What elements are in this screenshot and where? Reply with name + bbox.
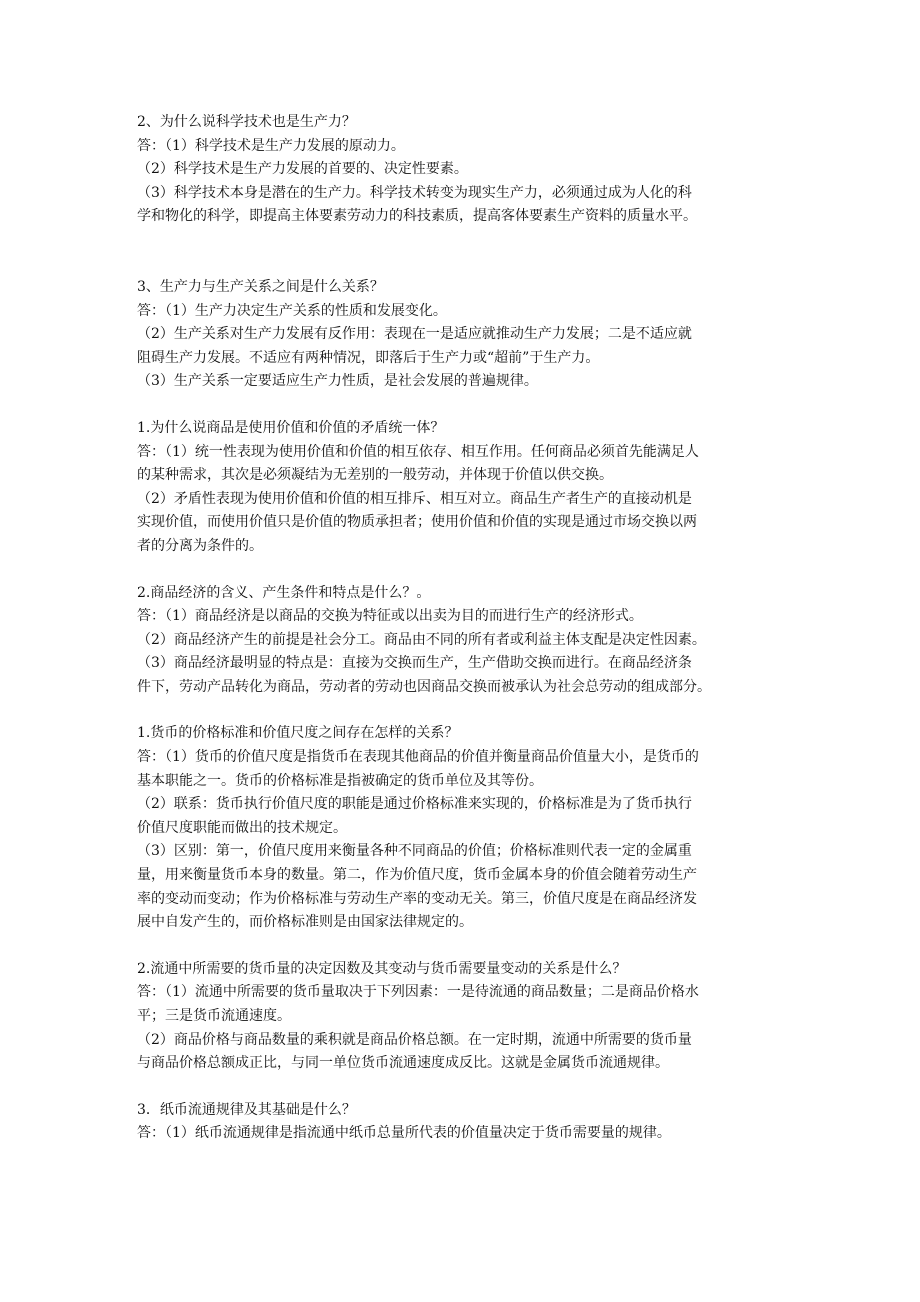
question-title: 3．纸币流通规律及其基础是什么？ [137,1101,356,1118]
question-title: 2.商品经济的含义、产生条件和特点是什么？。 [137,584,431,601]
answer-line: （3）区别：第一，价值尺度用来衡量各种不同商品的价值；价格标准则代表一定的金属重 [137,843,692,860]
section-gap [137,394,785,417]
answer-line: 平；三是货币流通速度。 [137,1008,291,1024]
answer-line: （3）科学技术本身是潜在的生产力。科学技术转变为现实生产力，必须通过成为人化的科 [137,184,692,201]
qa-section [137,111,785,229]
answer-line: 阻碍生产力发展。不适应有两种情况，即落后于生产力或“超前”于生产力。 [137,349,600,366]
answer-line: （2）商品经济产生的前提是社会分工。商品由不同的所有者或利益主体支配是决定性因素。 [137,631,706,648]
answer-line: 量，用来衡量货币本身的数量。第二，作为价值尺度，货币金属本身的价值会随着劳动生产 [137,867,697,884]
answer-line: 价值尺度职能而做出的技术规定。 [137,819,347,836]
answer-line: （2）商品价格与商品数量的乘积就是商品价格总额。在一定时期，流通中所需要的货币量 [137,1031,692,1048]
answer-line: 件下，劳动产品转化为商品，劳动者的劳动也因商品交换而被承认为社会总劳动的组成部分。 [137,678,711,695]
qa-section [137,1099,785,1146]
answer-line: 答：（1）科学技术是生产力发展的原动力。 [137,137,405,154]
section-gap [137,1076,785,1099]
qa-section [137,958,785,1076]
qa-section [137,417,785,559]
answer-line: 学和物化的科学，即提高主体要素劳动力的科技素质，提高客体要素生产资料的质量水平。 [137,208,697,225]
answer-line: 率的变动而变动；作为价格标准与劳动生产率的变动无关。第三，价值尺度是在商品经济发 [137,890,697,907]
question-title: 3、生产力与生产关系之间是什么关系？ [137,278,384,295]
question-title: 1.货币的价格标准和价值尺度之间存在怎样的关系？ [137,725,459,742]
answer-line: 的某种需求，其次是必须凝结为无差别的一般劳动，并体现于价值以供交换。 [137,467,613,484]
question-title: 2.流通中所需要的货币量的决定因数及其变动与货币需要量变动的关系是什么？ [137,960,627,977]
answer-line: 答：（1）商品经济是以商品的交换为特征或以出卖为目的而进行生产的经济形式。 [137,608,643,625]
answer-line: 答：（1）流通中所需要的货币量取决于下列因素：一是待流通的商品数量；二是商品价格水 [137,984,699,1001]
answer-line: 展中自发产生的，而价格标准则是由国家法律规定的。 [137,914,473,931]
question-title: 2、为什么说科学技术也是生产力？ [137,114,356,130]
answer-line: 基本职能之一。货币的价格标准是指被确定的货币单位及其等份。 [137,772,543,789]
qa-section [137,276,785,394]
answer-line: （2）生产关系对生产力发展有反作用：表现在一是适应就推动生产力发展；二是不适应就 [137,326,692,343]
answer-line: （3）商品经济最明显的特点是：直接为交换而生产，生产借助交换而进行。在商品经济条 [137,655,692,672]
section-gap [137,935,785,958]
answer-line: 者的分离为条件的。 [137,537,263,554]
qa-section [137,582,785,700]
answer-line: （2）科学技术是生产力发展的首要的、决定性要素。 [137,161,468,178]
section-gap [137,559,785,582]
answer-line: 实现价值，而使用价值只是价值的物质承担者；使用价值和价值的实现是通过市场交换以两 [137,514,697,531]
question-title: 1.为什么说商品是使用价值和价值的矛盾统一体？ [137,419,445,436]
answer-line: （2）矛盾性表现为使用价值和价值的相互排斥、相互对立。商品生产者生产的直接动机是 [137,490,692,507]
answer-line: 答：（1）统一性表现为使用价值和价值的相互依存、相互作用。任何商品必须首先能满足人 [137,443,699,460]
answer-line: 答：（1）生产力决定生产关系的性质和发展变化。 [137,302,447,319]
section-gap [137,699,785,722]
answer-line: 答：（1）货币的价值尺度是指货币在表现其他商品的价值并衡量商品价值量大小，是货币的 [137,749,699,766]
answer-line: （2）联系：货币执行价值尺度的职能是通过价格标准来实现的，价格标准是为了货币执行 [137,796,692,813]
answer-line: （3）生产关系一定要适应生产力性质，是社会发展的普遍规律。 [137,373,538,390]
answer-line: 答：（1）纸币流通规律是指流通中纸币总量所代表的价值量决定于货币需要量的规律。 [137,1125,671,1142]
qa-section [137,722,785,934]
document-page [137,111,785,1146]
answer-line: 与商品价格总额成正比，与同一单位货币流通速度成反比。这就是金属货币流通规律。 [137,1055,669,1072]
section-gap [137,229,785,276]
